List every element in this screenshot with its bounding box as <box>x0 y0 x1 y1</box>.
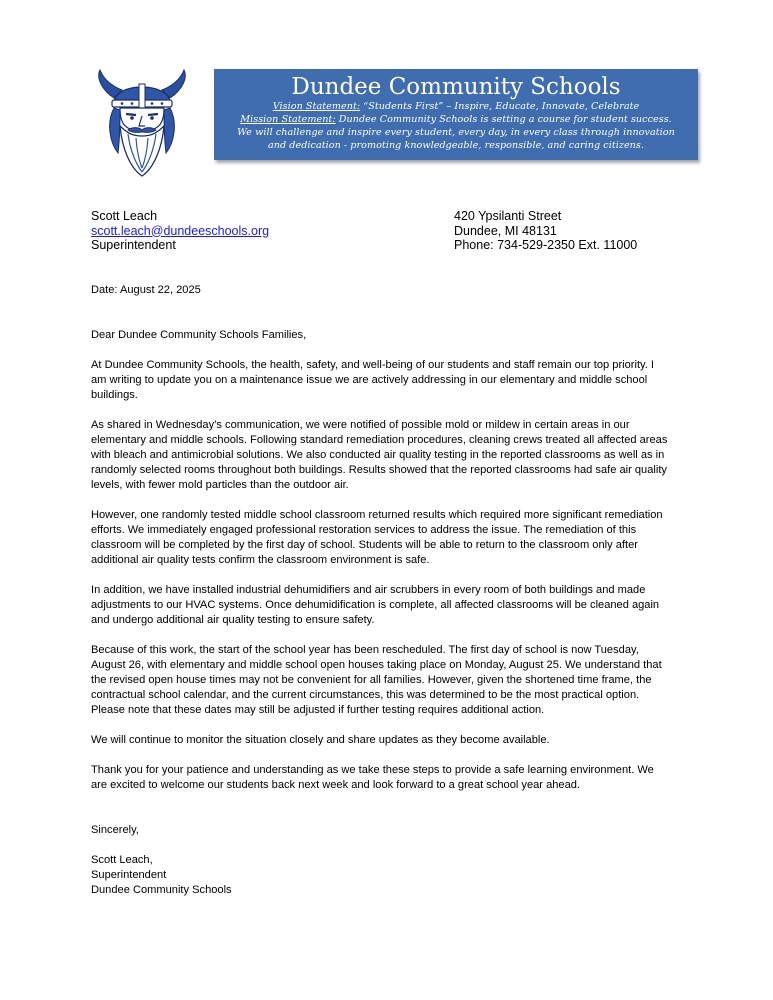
paragraph-line: Because of this work, the start of the school year has been rescheduled. The first day of school is now Tuesday, <box>91 644 639 656</box>
mission-label: Mission Statement: <box>240 114 336 125</box>
paragraph-line: At Dundee Community Schools, the health, safety, and well-being of our students and staff remain our top priority. I <box>91 359 655 371</box>
paragraph-line: am writing to update you on a maintenance issue we are actively addressing in our elementary and middle school <box>91 374 648 386</box>
signature-name: Scott Leach, <box>91 854 153 866</box>
paragraph-line: elementary and middle schools. Following standard remediation procedures, cleaning crews treated all affected areas <box>91 434 668 446</box>
paragraph-line: Thank you for your patience and understanding as we take these steps to provide a safe learning environment. We <box>91 764 654 776</box>
viking-mascot-icon <box>92 68 192 178</box>
body-paragraph <box>91 733 679 748</box>
address-street: 420 Ypsilanti Street <box>454 209 562 223</box>
paragraph-line: However, one randomly tested middle school classroom returned results which required more significant remediation <box>91 509 663 521</box>
letter-paragraphs <box>91 358 679 793</box>
paragraph-line: buildings. <box>91 389 138 401</box>
body-paragraph <box>91 583 679 628</box>
paragraph-line: additional air quality tests confirm the classroom environment is safe. <box>91 554 430 566</box>
mission-statement <box>214 113 698 126</box>
paragraph-line: contractual school calendar, and the current circumstances, this was determined to be the most practical option. <box>91 689 640 701</box>
paragraph-line: the revised open house times may not be convenient for all families. However, given the shortened time frame, the <box>91 674 652 686</box>
paragraph-line: and undergo additional air quality testing to ensure safety. <box>91 614 375 626</box>
sender-block <box>91 209 269 253</box>
body-paragraph <box>91 358 679 403</box>
mission-text: Dundee Community Schools is setting a course for student success. <box>335 114 672 125</box>
sender-title: Superintendent <box>91 238 176 253</box>
paragraph-line: We will continue to monitor the situation closely and share updates as they become available. <box>91 734 550 746</box>
vision-label: Vision Statement: <box>272 101 361 112</box>
body-paragraph <box>91 508 679 568</box>
paragraph-line: randomly selected rooms throughout both buildings. Results showed that the reported classrooms had safe air quality <box>91 464 667 476</box>
body-paragraph <box>91 643 679 718</box>
paragraph-line: levels, with fewer mold particles than the outdoor air. <box>91 479 349 491</box>
closing: Sincerely, <box>91 824 139 836</box>
sender-name: Scott Leach <box>91 209 158 223</box>
salutation: Dear Dundee Community Schools Families, <box>91 329 307 341</box>
banner-title: Dundee Community Schools <box>291 74 621 100</box>
paragraph-line: As shared in Wednesday’s communication, we were notified of possible mold or mildew in certain areas in our <box>91 419 630 431</box>
paragraph-line: are excited to welcome our students back next week and look forward to a great school year ahead. <box>91 779 581 791</box>
letter-date: Date: August 22, 2025 <box>91 284 201 296</box>
header-banner <box>214 69 698 160</box>
letter-body <box>91 283 679 898</box>
mission-line-2: We will challenge and inspire every student, every day, in every class through innovation <box>237 127 675 138</box>
body-paragraph <box>91 763 679 793</box>
paragraph-line: classroom will be completed by the first day of school. Students will be able to return to the classroom only after <box>91 539 638 551</box>
paragraph-line: Please note that these dates may still be adjusted if further testing requires additional action. <box>91 704 545 716</box>
sender-email-link[interactable]: scott.leach@dundeeschools.org <box>91 223 270 238</box>
vision-text: “Students First” – Inspire, Educate, Innovate, Celebrate <box>360 101 640 112</box>
vision-statement <box>214 100 698 113</box>
paragraph-line: adjustments to our HVAC systems. Once dehumidification is complete, all affected classrooms will be cleaned again <box>91 599 660 611</box>
address-block <box>454 209 637 253</box>
body-paragraph <box>91 418 679 493</box>
paragraph-line: with bleach and antimicrobial solutions. We also conducted air quality testing in the reported classrooms as well as in <box>91 449 665 461</box>
paragraph-line: efforts. We immediately engaged professional restoration services to address the issue. The remediation of this <box>91 524 637 536</box>
signature-title: Superintendent <box>91 869 167 881</box>
paragraph-line: In addition, we have installed industrial dehumidifiers and air scrubbers in every room of both buildings and made <box>91 584 646 596</box>
address-city: Dundee, MI 48131 <box>454 223 557 238</box>
paragraph-line: August 26, with elementary and middle school open houses taking place on Monday, August 25. We understand that <box>91 659 662 671</box>
signature-org: Dundee Community Schools <box>91 884 232 896</box>
address-phone: Phone: 734-529-2350 Ext. 11000 <box>454 238 638 253</box>
mission-line-3: and dedication - promoting knowledgeable, responsible, and caring citizens. <box>268 140 644 151</box>
